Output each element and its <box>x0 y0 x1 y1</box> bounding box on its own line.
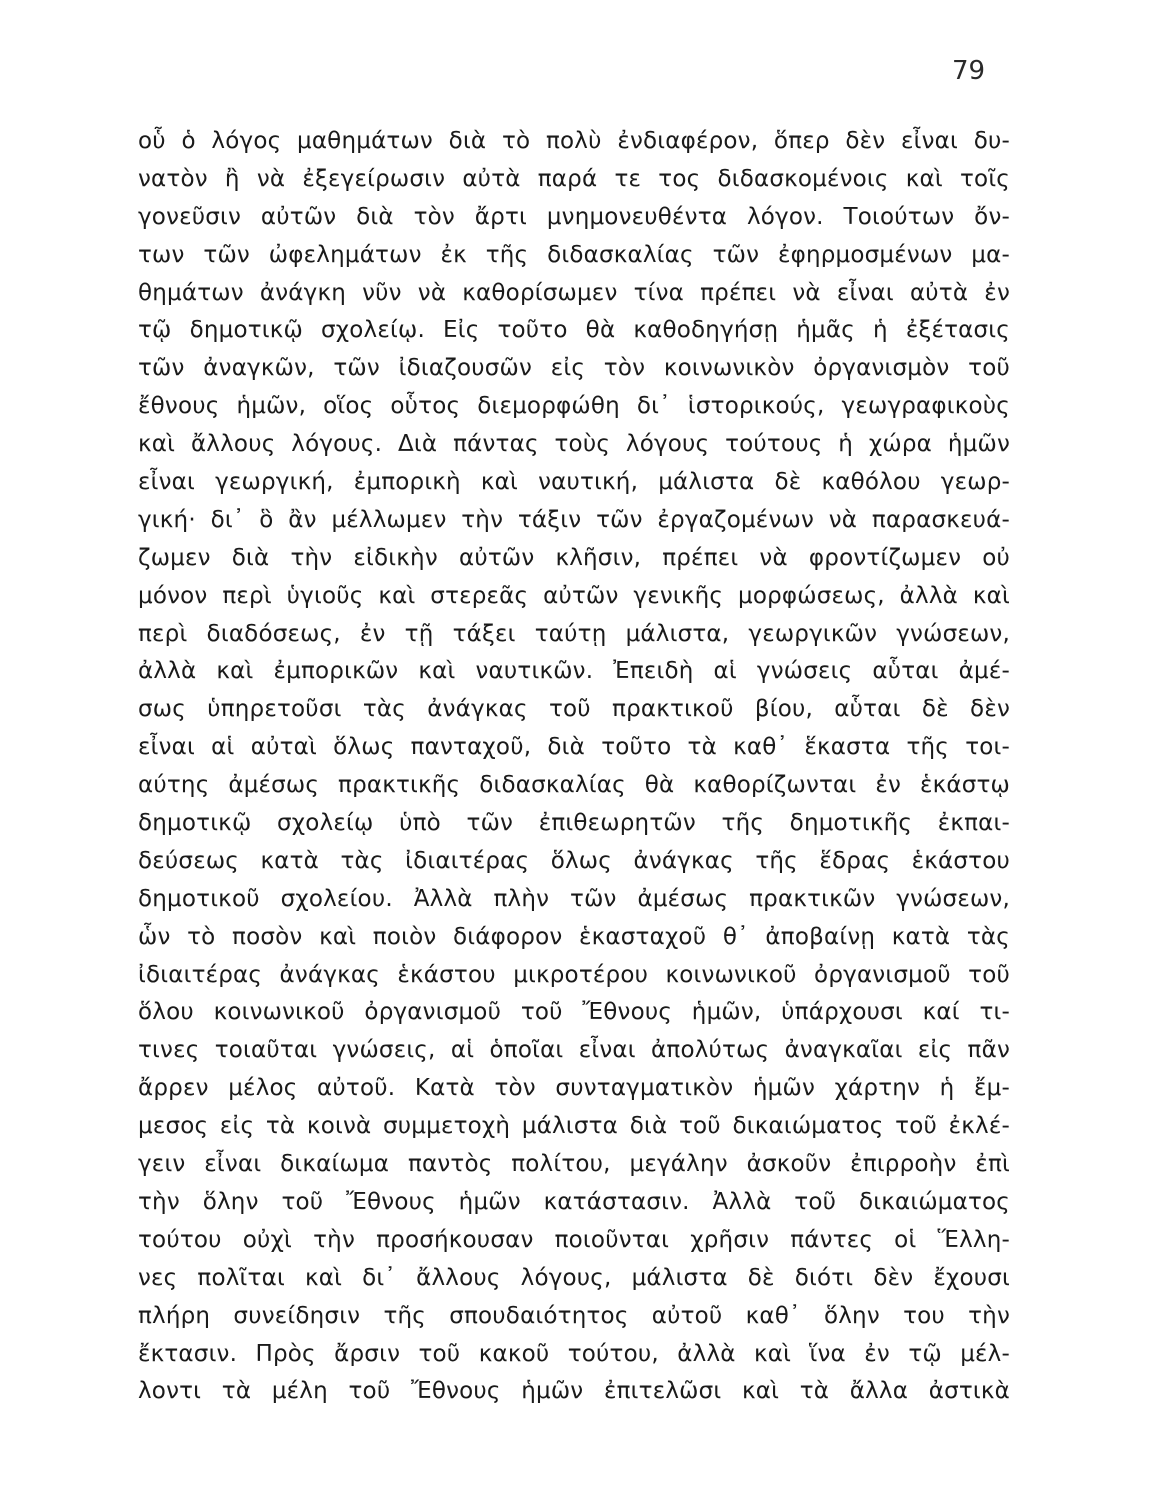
text-line: ἰδιαιτέρας ἀνάγκας ἑκάστου μικροτέρου κοινωνικοῦ ὀργανισμοῦ τοῦ <box>138 961 1010 988</box>
text-line: εἶναι αἱ αὐταὶ ὅλως πανταχοῦ, διὰ τοῦτο τὰ καθ᾽ ἕκαστα τῆς τοι- <box>138 734 1010 761</box>
text-line: δημοτικοῦ σχολείου. Ἀλλὰ πλὴν τῶν ἀμέσως πρακτικῶν γνώσεων, <box>138 885 1010 912</box>
text-line: τῷ δημοτικῷ σχολείῳ. Εἰς τοῦτο θὰ καθοδηγήσῃ ἡμᾶς ἡ ἐξέτασις <box>138 317 1010 344</box>
text-line: ὧν τὸ ποσὸν καὶ ποιὸν διάφορον ἑκασταχοῦ θ᾽ ἀποβαίνῃ κατὰ τὰς <box>138 923 1010 950</box>
text-line: γική· δι᾽ ὃ ἂν μέλλωμεν τὴν τάξιν τῶν ἐργαζομένων νὰ παρασκευά- <box>138 506 1010 533</box>
text-line: καὶ ἄλλους λόγους. Διὰ πάντας τοὺς λόγους τούτους ἡ χώρα ἡμῶν <box>138 431 1010 458</box>
text-line: σως ὑπηρετοῦσι τὰς ἀνάγκας τοῦ πρακτικοῦ βίου, αὗται δὲ δὲν <box>138 696 1010 723</box>
text-line: πλήρη συνείδησιν τῆς σπουδαιότητος αὐτοῦ καθ᾽ ὅλην του τὴν <box>138 1302 1010 1329</box>
text-line: μεσος εἰς τὰ κοινὰ συμμετοχὴ μάλιστα διὰ τοῦ δικαιώματος τοῦ ἐκλέ- <box>138 1113 1010 1140</box>
text-line: περὶ διαδόσεως, ἐν τῇ τάξει ταύτῃ μάλιστα, γεωργικῶν γνώσεων, <box>138 620 1010 647</box>
text-line: τῶν ἀναγκῶν, τῶν ἰδιαζουσῶν εἰς τὸν κοινωνικὸν ὀργανισμὸν τοῦ <box>138 355 1010 382</box>
text-line: γειν εἶναι δικαίωμα παντὸς πολίτου, μεγάλην ἀσκοῦν ἐπιρροὴν ἐπὶ <box>138 1151 1010 1178</box>
text-line: ἔθνους ἡμῶν, οἵος οὗτος διεμορφώθη δι᾽ ἱστορικούς, γεωγραφικοὺς <box>138 393 1010 420</box>
text-line: ἄρρεν μέλος αὐτοῦ. Κατὰ τὸν συνταγματικὸν ἡμῶν χάρτην ἡ ἔμ- <box>138 1075 1010 1102</box>
text-line: τινες τοιαῦται γνώσεις, αἱ ὁποῖαι εἶναι ἀπολύτως ἀναγκαῖαι εἰς πᾶν <box>138 1037 1010 1064</box>
text-line: ἀλλὰ καὶ ἐμπορικῶν καὶ ναυτικῶν. Ἐπειδὴ αἱ γνώσεις αὗται ἀμέ- <box>138 658 1010 685</box>
text-line: εἶναι γεωργική, ἐμπορικὴ καὶ ναυτική, μάλιστα δὲ καθόλου γεωρ- <box>138 469 1010 496</box>
text-line: των τῶν ὠφελημάτων ἐκ τῆς διδασκαλίας τῶν ἐφηρμοσμένων μα- <box>138 241 1010 268</box>
body-text <box>138 123 1010 1411</box>
text-line: ζωμεν διὰ τὴν εἰδικὴν αὐτῶν κλῆσιν, πρέπει νὰ φροντίζωμεν οὐ <box>138 544 1010 571</box>
text-line: τὴν ὅλην τοῦ Ἔθνους ἡμῶν κατάστασιν. Ἀλλὰ τοῦ δικαιώματος <box>138 1188 1010 1215</box>
text-line: γονεῦσιν αὐτῶν διὰ τὸν ἄρτι μνημονευθέντα λόγον. Τοιούτων ὄν- <box>138 203 1010 230</box>
text-line: ἔκτασιν. Πρὸς ἄρσιν τοῦ κακοῦ τούτου, ἀλλὰ καὶ ἵνα ἐν τῷ μέλ- <box>138 1340 1010 1367</box>
text-line: λοντι τὰ μέλη τοῦ Ἔθνους ἡμῶν ἐπιτελῶσι καὶ τὰ ἄλλα ἀστικὰ <box>138 1378 1010 1405</box>
text-line: δημοτικῷ σχολείῳ ὑπὸ τῶν ἐπιθεωρητῶν τῆς δημοτικῆς ἐκπαι- <box>138 810 1010 837</box>
text-line: αύτης ἀμέσως πρακτικῆς διδασκαλίας θὰ καθορίζωνται ἐν ἑκάστῳ <box>138 772 1010 799</box>
text-line: οὗ ὁ λόγος μαθημάτων διὰ τὸ πολὺ ἐνδιαφέρον, ὅπερ δὲν εἶναι δυ- <box>138 128 1010 154</box>
text-line: δεύσεως κατὰ τὰς ἰδιαιτέρας ὅλως ἀνάγκας τῆς ἕδρας ἑκάστου <box>138 847 1010 874</box>
text-line: μόνον περὶ ὑγιοῦς καὶ στερεᾶς αὐτῶν γενικῆς μορφώσεως, ἀλλὰ καὶ <box>138 582 1010 609</box>
page-number: 79 <box>952 56 986 86</box>
text-line: νες πολῖται καὶ δι᾽ ἄλλους λόγους, μάλιστα δὲ διότι δὲν ἔχουσι <box>138 1264 1010 1291</box>
text-line: θημάτων ἀνάγκη νῦν νὰ καθορίσωμεν τίνα πρέπει νὰ εἶναι αὐτὰ ἐν <box>138 279 1010 306</box>
text-line: νατὸν ἢ νὰ ἐξεγείρωσιν αὐτὰ παρά τε τος διδασκομένοις καὶ τοῖς <box>138 165 1010 192</box>
text-line: τούτου οὐχὶ τὴν προσήκουσαν ποιοῦνται χρῆσιν πάντες οἱ Ἕλλη- <box>138 1226 1010 1253</box>
text-line: ὅλου κοινωνικοῦ ὀργανισμοῦ τοῦ Ἔθνους ἡμῶν, ὑπάρχουσι καί τι- <box>138 999 1010 1026</box>
